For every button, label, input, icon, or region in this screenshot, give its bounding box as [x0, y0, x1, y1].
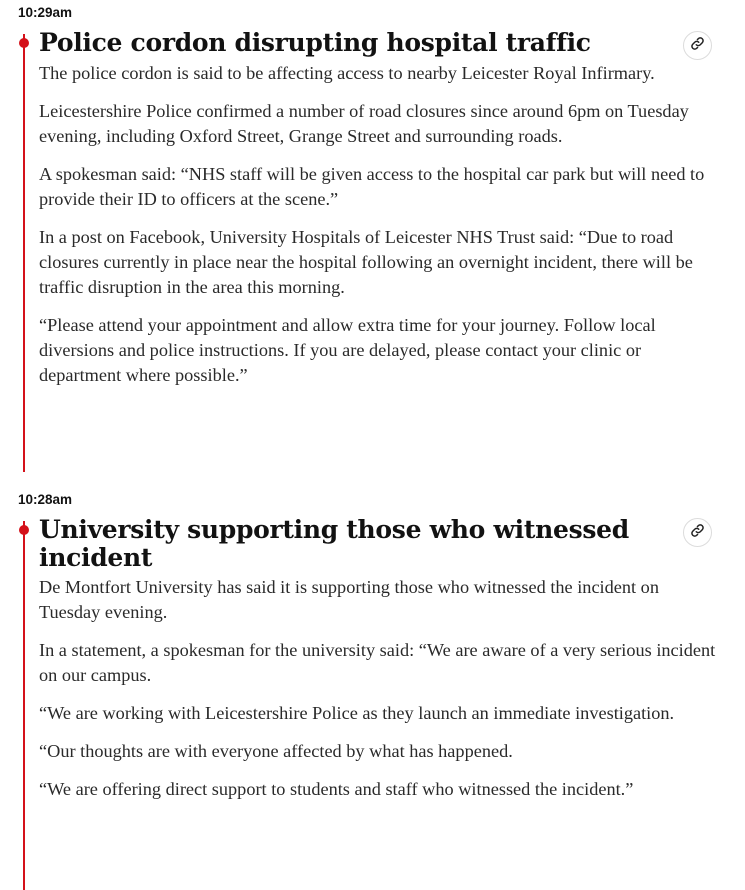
post-body	[39, 575, 719, 815]
copy-link-button[interactable]	[683, 518, 712, 547]
post-timestamp: 10:28am	[18, 492, 73, 507]
timeline-dot	[19, 38, 29, 48]
copy-link-button[interactable]	[683, 31, 712, 60]
post-paragraph: The police cordon is said to be affecting access to nearby Leicester Royal Infirmary.	[39, 63, 655, 83]
post-headline: University supporting those who witnessed incident	[39, 515, 629, 572]
post-paragraph: “We are working with Leicestershire Police as they launch an immediate investigation.	[39, 703, 675, 723]
link-icon	[690, 36, 705, 56]
post-paragraph: In a statement, a spokesman for the university said: “We are aware of a very serious incident on our campus.	[39, 640, 716, 685]
post-headline: Police cordon disrupting hospital traffic	[39, 28, 591, 57]
post-paragraph: “Our thoughts are with everyone affected by what has happened.	[39, 741, 513, 761]
post-paragraph: In a post on Facebook, University Hospitals of Leicester NHS Trust said: “Due to road closures currently in place near the hospital following an overnight incident, there will be traffic disruption in the area this morning.	[39, 227, 693, 297]
timeline-line	[23, 34, 25, 472]
post-paragraph: Leicestershire Police confirmed a number of road closures since around 6pm on Tuesday evening, including Oxford Street, Grange Street and surrounding roads.	[39, 101, 689, 146]
timeline-dot	[19, 525, 29, 535]
timeline-line	[23, 521, 25, 890]
post-timestamp: 10:29am	[18, 5, 73, 20]
link-icon	[690, 523, 705, 543]
post-paragraph: A spokesman said: “NHS staff will be given access to the hospital car park but will need to provide their ID to officers at the scene.”	[39, 164, 705, 209]
post-paragraph: De Montfort University has said it is supporting those who witnessed the incident on Tuesday evening.	[39, 577, 659, 622]
post-paragraph: “We are offering direct support to students and staff who witnessed the incident.”	[39, 779, 634, 799]
post-paragraph: “Please attend your appointment and allow extra time for your journey. Follow local diversions and police instructions. If you are delayed, please contact your clinic or department where possible.”	[39, 315, 656, 385]
post-body	[39, 61, 719, 401]
